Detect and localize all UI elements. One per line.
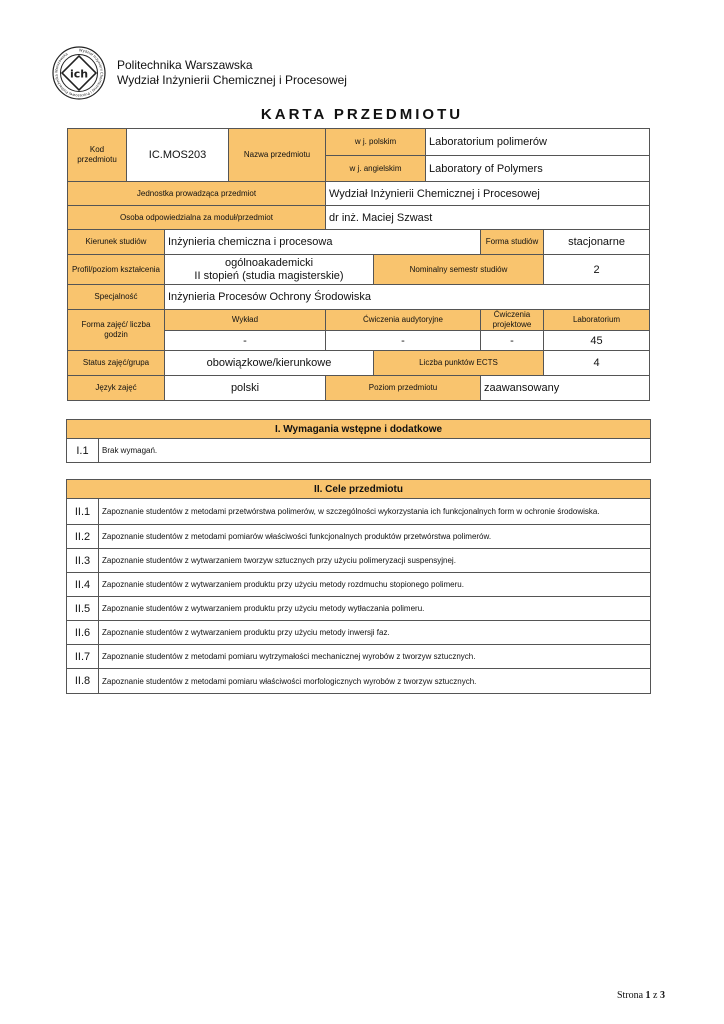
nazwa-label: Nazwa przedmiotu: [229, 129, 326, 182]
laboratorium-label: Laboratorium: [544, 310, 650, 331]
polish-name-value: Laboratorium polimerów: [426, 129, 650, 156]
current-page: 1: [645, 990, 651, 1001]
profil-value-line-2: II stopień (studia magisterskie): [194, 269, 344, 282]
profil-value: [165, 255, 374, 285]
english-name-label: w j. angielskim: [326, 156, 426, 182]
institution-line-1: Politechnika Warszawska: [117, 58, 253, 72]
kod-value: IC.MOS203: [127, 129, 229, 182]
total-pages: 3: [660, 990, 665, 1001]
laboratorium-value: 45: [544, 331, 650, 351]
page-prefix: Strona: [616, 990, 644, 1001]
status-label: Status zajęć/grupa: [68, 351, 165, 376]
objective-text: Zapoznanie studentów z wytwarzaniem produktu przy użyciu metody inwersji faz.: [99, 621, 651, 645]
objective-code: II.8: [67, 669, 99, 694]
requirement-text: Brak wymagań.: [99, 439, 651, 463]
cwiczenia-projektowe-value: -: [481, 331, 544, 351]
objective-code: II.5: [67, 597, 99, 621]
table-row: [67, 669, 651, 694]
kierunek-label: Kierunek studiów: [68, 230, 165, 255]
objective-text: Zapoznanie studentów z wytwarzaniem produktu przy użyciu metody rozdmuchu stopionego polimeru.: [99, 573, 651, 597]
cwiczenia-audytoryjne-label: Ćwiczenia audytoryjne: [326, 310, 481, 331]
table-row: [67, 597, 651, 621]
kierunek-value: Inżynieria chemiczna i procesowa: [165, 230, 481, 255]
page-of: z: [653, 990, 658, 1001]
requirements-table: [66, 419, 651, 463]
polish-name-label: w j. polskim: [326, 129, 426, 156]
ects-value: 4: [544, 351, 650, 376]
page-number: [617, 990, 665, 1001]
objective-text: Zapoznanie studentów z metodami pomiaru właściwości morfologicznych wyrobów z tworzyw sztucznych.: [99, 669, 651, 694]
document-title: KARTA PRZEDMIOTU: [260, 106, 464, 123]
objective-code: II.1: [67, 499, 99, 525]
english-name-value: Laboratory of Polymers: [426, 156, 650, 182]
cwiczenia-audytoryjne-value: -: [326, 331, 481, 351]
wyklad-label: Wykład: [165, 310, 326, 331]
objective-code: II.4: [67, 573, 99, 597]
objectives-title: II. Cele przedmiotu: [67, 480, 651, 499]
jednostka-label: Jednostka prowadząca przedmiot: [68, 182, 326, 206]
table-row: [67, 621, 651, 645]
objective-text: Zapoznanie studentów z metodami pomiarów właściwości funkcjonalnych produktów przetwórstwa polimerów.: [99, 525, 651, 549]
poziom-value: zaawansowany: [481, 376, 650, 401]
table-row: [67, 645, 651, 669]
jezyk-label: Język zajęć: [68, 376, 165, 401]
faculty-logo: [52, 46, 106, 100]
objective-text: Zapoznanie studentów z wytwarzaniem produktu przy użyciu metody wytłaczania polimeru.: [99, 597, 651, 621]
requirement-code: I.1: [67, 439, 99, 463]
forma-value: stacjonarne: [544, 230, 650, 255]
course-card-table: [67, 128, 650, 401]
osoba-value: dr inż. Maciej Szwast: [326, 206, 650, 230]
logo-ring-text: Wydział Inżynierii Chemicznej i Procesowej Politechnika Warszawska: [54, 48, 104, 98]
requirements-title: I. Wymagania wstępne i dodatkowe: [67, 420, 651, 439]
godziny-label: Forma zajęć/ liczba godzin: [68, 310, 165, 351]
table-row: [67, 549, 651, 573]
objective-code: II.7: [67, 645, 99, 669]
table-row: [67, 525, 651, 549]
institution-name: [117, 58, 347, 88]
logo-letters: ich: [69, 67, 89, 81]
semestr-label: Nominalny semestr studiów: [374, 255, 544, 285]
objective-code: II.2: [67, 525, 99, 549]
table-row: [67, 499, 651, 525]
objective-text: Zapoznanie studentów z metodami przetwórstwa polimerów, w szczególności wykorzystania ich funkcjonalnych form w ochronie środowiska.: [99, 499, 651, 525]
table-row: [67, 573, 651, 597]
objective-code: II.6: [67, 621, 99, 645]
osoba-label: Osoba odpowiedzialna za moduł/przedmiot: [68, 206, 326, 230]
wyklad-value: -: [165, 331, 326, 351]
forma-label: Forma studiów: [481, 230, 544, 255]
jednostka-value: Wydział Inżynierii Chemicznej i Procesowej: [326, 182, 650, 206]
profil-label: Profil/poziom kształcenia: [68, 255, 165, 285]
semestr-value: 2: [544, 255, 650, 285]
specjalnosc-label: Specjalność: [68, 285, 165, 310]
objective-text: Zapoznanie studentów z wytwarzaniem tworzyw sztucznych przy użyciu polimeryzacji suspensyjnej.: [99, 549, 651, 573]
jezyk-value: polski: [165, 376, 326, 401]
poziom-label: Poziom przedmiotu: [326, 376, 481, 401]
objectives-table: [66, 479, 651, 694]
ects-label: Liczba punktów ECTS: [374, 351, 544, 376]
cwiczenia-projektowe-label: Ćwiczenia projektowe: [481, 310, 544, 331]
objective-code: II.3: [67, 549, 99, 573]
table-row: [67, 439, 651, 463]
objective-text: Zapoznanie studentów z metodami pomiaru wytrzymałości mechanicznej wyrobów z tworzyw sztucznych.: [99, 645, 651, 669]
kod-label: Kod przedmiotu: [68, 129, 127, 182]
profil-value-line-1: ogólnoakademicki: [224, 256, 314, 269]
institution-line-2: Wydział Inżynierii Chemicznej i Procesowej: [117, 73, 347, 87]
status-value: obowiązkowe/kierunkowe: [165, 351, 374, 376]
specjalnosc-value: Inżynieria Procesów Ochrony Środowiska: [165, 285, 650, 310]
